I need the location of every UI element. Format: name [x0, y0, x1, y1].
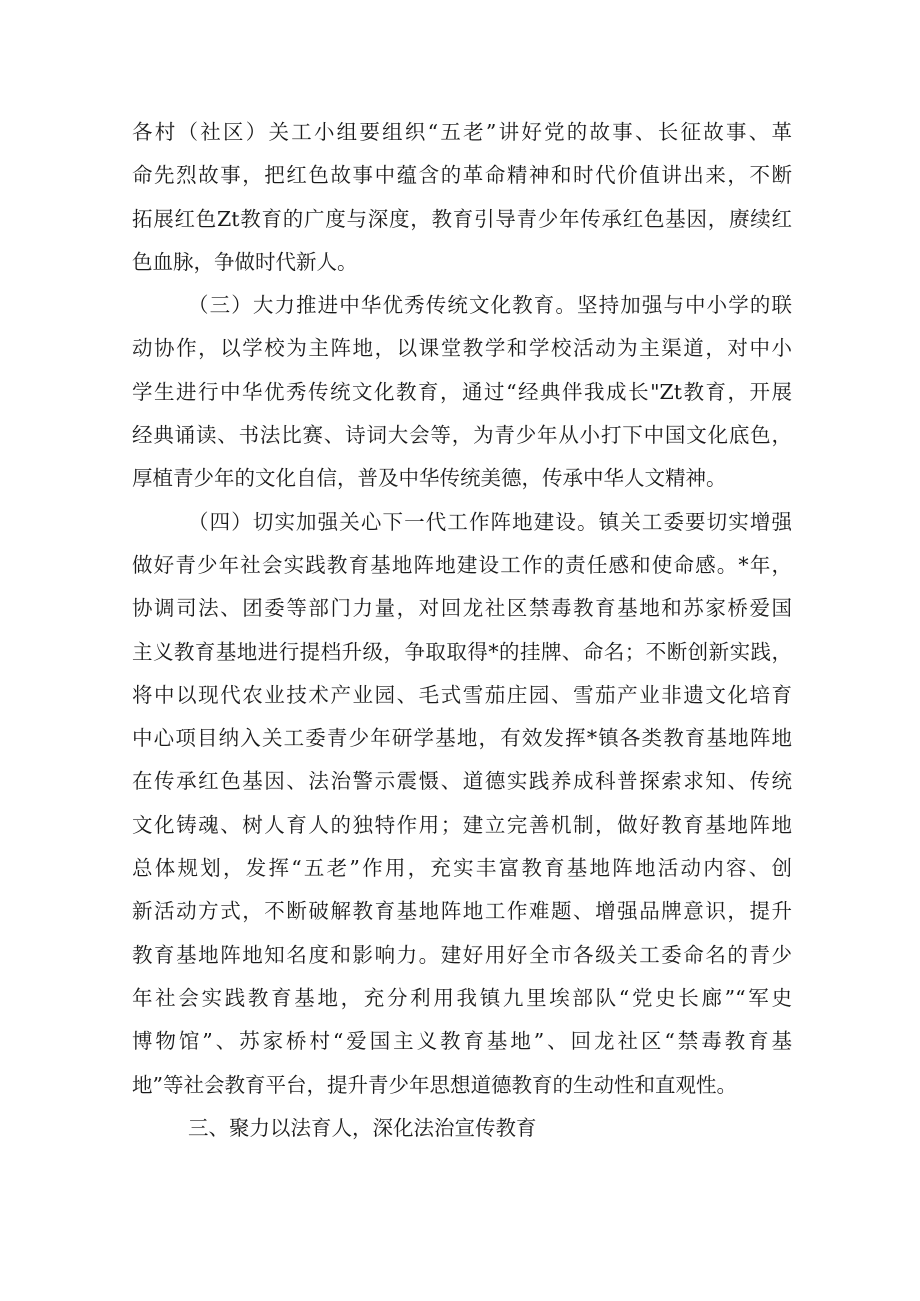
text-line: 命先烈故事，把红色故事中蕴含的革命精神和时代价值讲出来，不断	[132, 163, 792, 188]
text-line: 各村（社区）关工小组要组织“五老”讲好党的故事、长征故事、革	[132, 120, 792, 144]
text-line: 动协作，以学校为主阵地，以课堂教学和学校活动为主渠道，对中小	[132, 336, 792, 361]
document-body	[132, 111, 792, 1150]
text-line: （三）大力推进中华优秀传统文化教育。坚持加强与中小学的联	[188, 293, 792, 318]
text-line: 地”等社会教育平台，提升青少年思想道德教育的生动性和直观性。	[132, 1072, 737, 1097]
text-line: 中心项目纳入关工委青少年研学基地，有效发挥*镇各类教育基地阵地	[132, 726, 792, 751]
text-line: 厚植青少年的文化自信，普及中华传统美德，传承中华人文精神。	[132, 466, 727, 491]
text-line: 将中以现代农业技术产业园、毛式雪茄庄园、雪茄产业非遗文化培育	[132, 682, 792, 707]
text-line: 在传承红色基因、法治警示震慑、道德实践养成科普探索求知、传统	[132, 769, 792, 794]
text-line: （四）切实加强关心下一代工作阵地建设。镇关工委要切实增强	[188, 509, 792, 534]
text-line: 协调司法、团委等部门力量，对回龙社区禁毒教育基地和苏家桥爱国	[132, 596, 792, 621]
text-line: 文化铸魂、树人育人的独特作用；建立完善机制，做好教育基地阵地	[132, 812, 792, 837]
text-line: 博物馆”、苏家桥村“爱国主义教育基地”、回龙社区“禁毒教育基	[132, 1029, 792, 1054]
text-line: 拓展红色Zt教育的广度与深度，教育引导青少年传承红色基因，赓续红	[132, 206, 792, 231]
text-line: 总体规划，发挥“五老”作用，充实丰富教育基地阵地活动内容、创	[132, 856, 792, 881]
text-line: 新活动方式，不断破解教育基地阵地工作难题、增强品牌意识，提升	[132, 899, 792, 924]
paragraph	[132, 284, 792, 500]
section-heading: 三、聚力以法育人，深化法治宣传教育	[188, 1115, 537, 1140]
text-line: 色血脉，争做时代新人。	[132, 249, 358, 274]
paragraph	[132, 501, 792, 1107]
text-line: 做好青少年社会实践教育基地阵地建设工作的责任感和使命感。*年，	[132, 552, 792, 577]
text-line: 经典诵读、书法比赛、诗词大会等，为青少年从小打下中国文化底色，	[132, 423, 792, 448]
text-line: 主义教育基地进行提档升级，争取取得*的挂牌、命名；不断创新实践，	[132, 639, 792, 664]
text-line: 教育基地阵地知名度和影响力。建好用好全市各级关工委命名的青少	[132, 942, 792, 967]
text-line: 学生进行中华优秀传统文化教育，通过“经典伴我成长"Zt教育，开展	[132, 379, 792, 404]
paragraph	[132, 111, 792, 284]
text-line: 年社会实践教育基地，充分利用我镇九里埃部队“党史长廊”“军史	[132, 985, 792, 1010]
